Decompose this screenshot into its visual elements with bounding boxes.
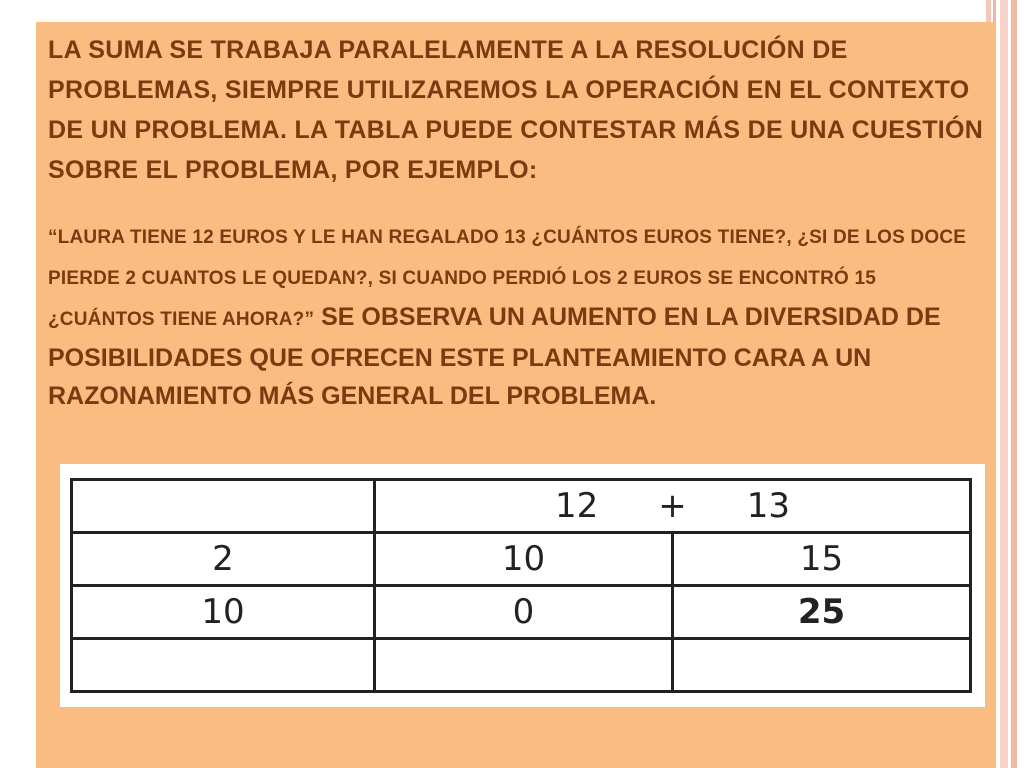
intro-paragraph: LA SUMA SE TRABAJA PARALELAMENTE A LA RESOLUCIÓN DE PROBLEMAS, SIEMPRE UTILIZAREMOS LA OPERACIÓN EN EL CONTEXTO DE UN PROBLEMA. LA TABLA PUEDE CONTESTAR MÁS DE UNA CUESTIÓN SOBRE EL PROBLEMA, POR EJEMPLO: bbox=[48, 36, 984, 184]
addition-table bbox=[70, 478, 972, 693]
table-row bbox=[72, 480, 971, 533]
table-cell bbox=[375, 639, 673, 692]
example-paragraph bbox=[48, 216, 988, 415]
header-right-number: 13 bbox=[746, 486, 791, 526]
table-cell: 10 bbox=[72, 586, 375, 639]
table-image bbox=[60, 464, 985, 707]
table-header-cell bbox=[375, 480, 971, 533]
slide-text bbox=[48, 30, 988, 415]
table-row bbox=[72, 586, 971, 639]
stripe bbox=[1000, 0, 1008, 768]
conclusion-text: SE OBSERVA UN AUMENTO EN LA DIVERSIDAD DE POSIBILIDADES QUE OFRECEN ESTE PLANTEAMIENTO CARA A UN RAZONAMIENTO MÁS GENERAL DEL PROBLEMA. bbox=[48, 303, 941, 410]
header-left-number: 12 bbox=[554, 486, 599, 526]
table-cell: 2 bbox=[72, 533, 375, 586]
table-row bbox=[72, 533, 971, 586]
table-cell bbox=[673, 639, 971, 692]
table-cell bbox=[72, 480, 375, 533]
table-row bbox=[72, 639, 971, 692]
problem-quote: “LAURA TIENE 12 EUROS Y LE HAN REGALADO 13 ¿CUÁNTOS EUROS TIENE?, ¿SI DE LOS DOCE PIERDE 2 CUANTOS LE QUEDAN?, SI CUANDO PERDIÓ LOS 2 EUROS SE ENCONTRÓ 15 ¿CUÁNTOS TIENE AHORA?” bbox=[48, 227, 967, 330]
table-cell: 10 bbox=[375, 533, 673, 586]
table-cell: 25 bbox=[673, 586, 971, 639]
slide-content-area bbox=[36, 22, 996, 768]
table-cell: 0 bbox=[375, 586, 673, 639]
table-cell: 15 bbox=[673, 533, 971, 586]
table-cell bbox=[72, 639, 375, 692]
stripe bbox=[1011, 0, 1017, 768]
plus-sign: + bbox=[658, 486, 687, 526]
